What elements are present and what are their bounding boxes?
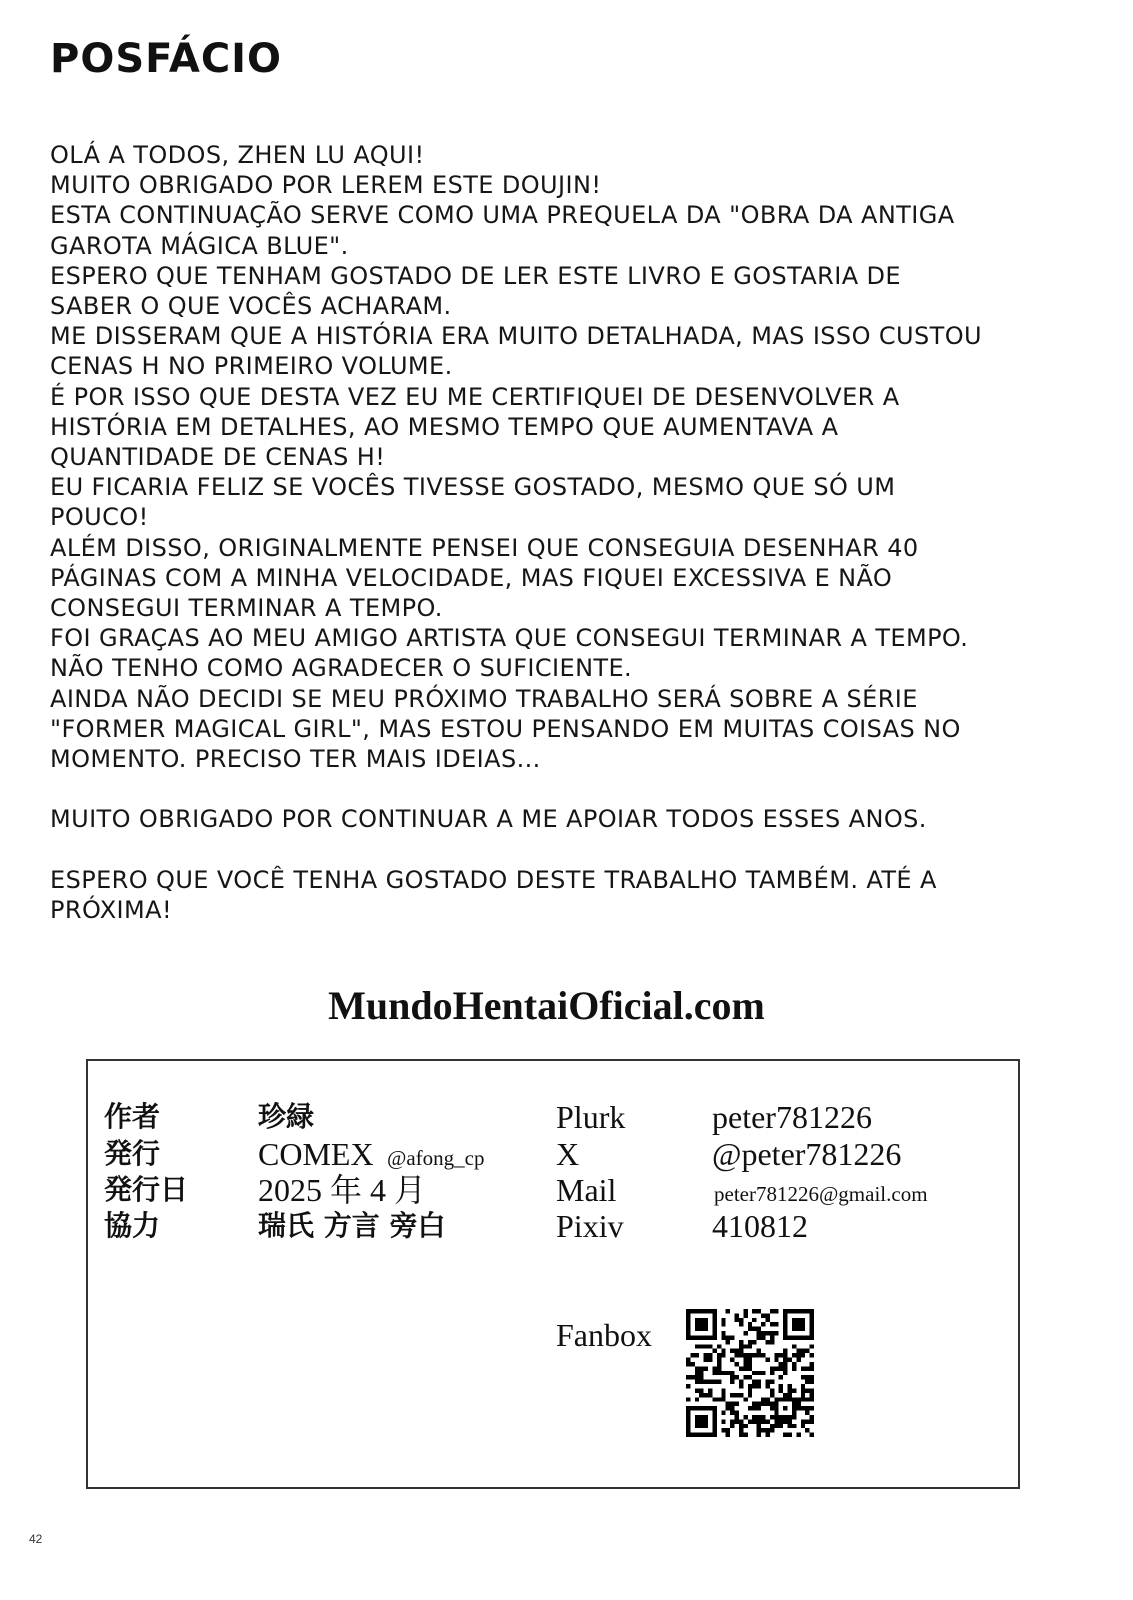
date-value: 2025 年 4 月 (258, 1172, 427, 1208)
text-line: FOI GRAÇAS AO MEU AMIGO ARTISTA QUE CONSEGUI TERMINAR A TEMPO. (50, 624, 969, 653)
mail-label: Mail (556, 1172, 617, 1208)
afterword-text (50, 140, 1060, 925)
date-label: 発行日 (104, 1173, 189, 1206)
publisher-label: 発行 (104, 1137, 161, 1170)
text-line: ESTA CONTINUAÇÃO SERVE COMO UMA PREQUELA DA "OBRA DA ANTIGA (50, 201, 955, 230)
text-line: MUITO OBRIGADO POR LEREM ESTE DOUJIN! (50, 171, 602, 200)
text-line: ALÉM DISSO, ORIGINALMENTE PENSEI QUE CONSEGUIA DESENHAR 40 (50, 533, 919, 562)
credits-box (86, 1059, 1020, 1489)
paragraph-gap (50, 774, 1060, 804)
website-text: MundoHentaiOficial.com (328, 983, 765, 1028)
paragraph-gap (50, 835, 1060, 865)
text-line: HISTÓRIA EM DETALHES, AO MESMO TEMPO QUE AUMENTAVA A (50, 412, 839, 441)
text-line: POUCO! (50, 503, 149, 532)
text-line: PÁGINAS COM A MINHA VELOCIDADE, MAS FIQUEI EXCESSIVA E NÃO (50, 563, 893, 592)
fanbox-qr-code-icon[interactable] (686, 1309, 814, 1437)
text-line: É POR ISSO QUE DESTA VEZ EU ME CERTIFIQUEI DE DESENVOLVER A (50, 382, 900, 411)
text-line: ESPERO QUE VOCÊ TENHA GOSTADO DESTE TRABALHO TAMBÉM. ATÉ A (50, 865, 937, 894)
text-line: PRÓXIMA! (50, 896, 172, 925)
pixiv-value: 410812 (712, 1208, 808, 1244)
text-line: ME DISSERAM QUE A HISTÓRIA ERA MUITO DETALHADA, MAS ISSO CUSTOU (50, 322, 982, 351)
text-line: GAROTA MÁGICA BLUE". (50, 231, 349, 260)
website-watermark (0, 982, 1133, 1029)
publisher-value: COMEX (258, 1136, 374, 1172)
text-line: AINDA NÃO DECIDI SE MEU PRÓXIMO TRABALHO SERÁ SOBRE A SÉRIE (50, 684, 918, 713)
text-line: OLÁ A TODOS, ZHEN LU AQUI! (50, 141, 425, 169)
x-label: X (556, 1136, 580, 1172)
text-line: SABER O QUE VOCÊS ACHARAM. (50, 292, 452, 321)
text-line: CENAS H NO PRIMEIRO VOLUME. (50, 352, 453, 381)
text-line: EU FICARIA FELIZ SE VOCÊS TIVESSE GOSTADO, MESMO QUE SÓ UM (50, 473, 896, 502)
page-number: 42 (29, 1532, 43, 1546)
cooperation-value: 瑞氏 方言 旁白 (258, 1209, 446, 1242)
text-line: QUANTIDADE DE CENAS H! (50, 443, 386, 472)
mail-value: peter781226@gmail.com (714, 1182, 928, 1206)
plurk-value: peter781226 (712, 1099, 872, 1135)
fanbox-label: Fanbox (556, 1317, 652, 1353)
text-line: MUITO OBRIGADO POR CONTINUAR A ME APOIAR TODOS ESSES ANOS. (50, 805, 927, 834)
text-line: CONSEGUI TERMINAR A TEMPO. (50, 594, 443, 623)
plurk-label: Plurk (556, 1099, 626, 1135)
text-line: MOMENTO. PRECISO TER MAIS IDEIAS... (50, 745, 541, 774)
cooperation-label: 協力 (104, 1209, 161, 1242)
author-label: 作者 (104, 1100, 161, 1133)
text-line: "FORMER MAGICAL GIRL", MAS ESTOU PENSANDO EM MUITAS COISAS NO (50, 714, 961, 743)
author-value: 珍緑 (258, 1100, 315, 1133)
publisher-handle: @afong_cp (387, 1146, 485, 1170)
pixiv-label: Pixiv (556, 1208, 624, 1244)
text-line: NÃO TENHO COMO AGRADECER O SUFICIENTE. (50, 654, 633, 683)
x-value: @peter781226 (712, 1136, 902, 1172)
text-line: ESPERO QUE TENHAM GOSTADO DE LER ESTE LIVRO E GOSTARIA DE (50, 261, 901, 290)
page-title: POSFÁCIO (50, 36, 283, 82)
